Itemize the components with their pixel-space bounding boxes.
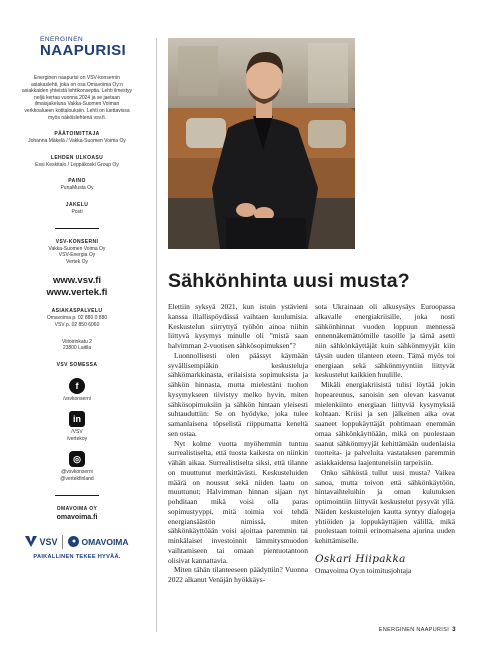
service-phone: Omavoima p. 02 880 0 880	[46, 315, 108, 322]
colophon-print	[14, 178, 140, 192]
author-title: Omavoima Oy:n toimitusjohtaja	[315, 565, 412, 575]
paragraph: Nyt kolme vuotta myöhemmin tuntuu surrealistiselta, että tuosta kaikesta on niinkin vähän aikaa. Surrealistiselta siksi, että tilanne on muuttunut merkittävästi. Keskusteluiden määrä on noussut sekä niiden laatu on muuttunut; Halvimman hinnan sijaan nyt pohditaan mikä voisi olla paras sopimustyyppi, mitä toimia voi tehdä energiansäästön nimissä, miten sähkönkäyttöään voisi ajoittaa paremmin tai minkälaiset investoinnit lämmitysmuodon vaihtamiseen tai omaan pientuotantoon olisivat kannattavia.	[168, 438, 308, 565]
instagram-handle: @vsvkonserni @vertekfinland	[60, 469, 94, 483]
paragraph: sota Ukrainaan oli alkusysäys Euroopassa alkavalle energiakriisille, joka nosti sähkönhinnat vuoden loppuun mennessä ennennäkemättömille tasoille ja tämä asetti niin sähkönkäyttäjät kuin sähkönmyyjät kiin täysin uuden tilanteen eteen. Tämä myös toi energiaan sekä sähkönmyyntiin liittyvät keskustelut kaikkien huulille.	[315, 302, 455, 380]
magazine-brand-title: NAAPURISI	[40, 42, 127, 59]
vsv-website-link[interactable]: www.vsv.fi	[52, 275, 102, 287]
logo-separator	[62, 535, 63, 549]
group-company: Vertek Oy	[66, 258, 88, 265]
omavoima-logo-text: OMAVOIMA	[81, 536, 129, 547]
article-column-1	[168, 302, 308, 585]
linkedin-icon: in	[69, 411, 85, 427]
instagram-icon: ◎	[69, 451, 85, 467]
vsv-logo	[25, 536, 57, 547]
magazine-intro: Energinen naapurisi on VSV-konsernin asiakaslehti, joka on osa Omavoima Oy:n asiakkaiden yhteistä lehtikonseptia. Lehti ilmestyy neljä kertaa vuonna 2024 ja se jaetaan ilmaisjakeluna Vakka-Suomen Voiman verkkoalueen kotitalouksiin. Lehti on luettavissa myös näköislehtenä vsv.fi.	[21, 75, 133, 121]
colophon-distribution	[14, 202, 140, 216]
distribution-label: JAKELU	[65, 201, 89, 208]
colophon-layout	[14, 155, 140, 169]
paragraph: Onko sähköstä tullut uusi musta? Vaikea sanoa, mutta toivon että sähkönkäytöön, hintavaihteluihin ja oman kulutuksen optimointiin liittyvät keskustelut pysyvät yllä. Näiden keskustelujen kautta syntyy dialogeja yhtiöiden ja loppukäyttäjien välillä, mikä puolestaan toimii erinomaisena ajurina uuden kehittämiselle.	[315, 467, 455, 545]
group-company: VSV-Energia Oy	[58, 252, 96, 259]
page-footer	[379, 626, 456, 633]
social-label: VSV SOMESSA	[56, 361, 98, 368]
colophon-sidebar	[14, 36, 140, 560]
divider	[55, 495, 99, 496]
group-label: VSV-KONSERNI	[55, 238, 99, 245]
magazine-brand-small: ENERGINEN	[40, 36, 84, 43]
editor-label: PÄÄTOIMITTAJA	[54, 131, 100, 138]
social-instagram[interactable]	[14, 451, 140, 482]
paragraph: Elettiin syksyä 2021, kun istuin ystävieni kanssa illallispöydässä vaihtaen kuulumisia. Keskustelun siirryttyä työhön ainoa niihin liittyvä kysymys minulle oli "mistä saan halvimman 2-vuotisen sähkösopimuksen"?	[168, 302, 308, 350]
vsv-mark-icon	[25, 536, 37, 547]
vsv-logo-text: VSV	[39, 536, 58, 547]
linkedin-handle: /VSV /vertekoy	[66, 429, 88, 442]
footer-brand: ENERGINEN NAAPURISI	[378, 627, 450, 633]
social-facebook[interactable]	[14, 378, 140, 403]
facebook-handle: /vsvkonserni	[63, 395, 91, 402]
editor-value: Johanna Mäkelä / Vakka-Suomen Voima Oy	[28, 138, 126, 145]
colophon-editor	[14, 131, 140, 145]
customer-service-label: ASIAKASPALVELU	[51, 308, 103, 315]
omavoima-label: OMAVOIMA OY	[56, 505, 98, 512]
omavoima-logo	[68, 536, 128, 547]
column-divider	[156, 38, 157, 632]
omavoima-mark-icon: ●	[68, 536, 79, 547]
address-block	[14, 339, 140, 352]
distribution-value: Posti	[71, 208, 83, 215]
vertek-website-link[interactable]: www.vertek.fi	[46, 286, 108, 298]
address-city: 23800 Laitila	[62, 345, 92, 352]
service-phone: VSV p. 02 850 6060	[54, 321, 100, 328]
partner-logos	[14, 535, 140, 549]
layout-value: Essi Keskitalo / Leppäkoski Group Oy	[35, 161, 119, 168]
article-headline: Sähkönhinta uusi musta?	[168, 270, 410, 292]
social-block	[14, 362, 140, 483]
customer-service-block	[14, 308, 140, 328]
article-column-2	[315, 302, 455, 575]
group-block	[14, 239, 140, 266]
group-company: Vakka-Suomen Voima Oy	[48, 245, 106, 252]
print-label: PAINO	[68, 178, 86, 185]
page-number: 3	[452, 626, 456, 633]
portrait-illustration	[168, 38, 355, 249]
layout-label: LEHDEN ULKOASU	[50, 154, 104, 161]
divider	[55, 228, 99, 229]
print-value: PunaMusta Oy	[60, 185, 94, 192]
facebook-icon: f	[69, 378, 85, 394]
omavoima-block	[14, 506, 140, 522]
tagline: PAIKALLINEN TEKEE HYVÄÄ.	[33, 553, 121, 560]
web-block	[14, 275, 140, 298]
ceo-portrait-photo	[168, 38, 355, 249]
author-signature: Oskari Hiipakka	[315, 552, 406, 565]
paragraph: Mikäli energiakriisistä tulisi löytää jokin hopeareunus, sanoisin sen olevan kasvanut mielenkiinto energiaan liittyviä kysymyksiä kohtaan. Kriisi ja sen jälkeinen aika ovat saaneet loppukäyttäjät pohtimaan enemmän omaa sähkönkäyttöään, mikä on puolestaan saanut sähkönmyyjät kehittämään uudenlaisia tuotteita- ja palveluita vastataksen paremmin asiakkaidensa laajentuneisiin tarpeisiin.	[315, 380, 455, 467]
address-street: Viitoirinkatu 2	[62, 338, 92, 345]
paragraph: Miten tähän tilanteeseen päädyttiin? Vuonna 2022 alkanut Venäjän hyökkäys-	[168, 565, 308, 584]
omavoima-website-link[interactable]: omavoima.fi	[56, 513, 98, 521]
social-linkedin[interactable]	[14, 411, 140, 442]
paragraph: Luonnollisesti olen päässyt käymään syvällisempiäkin keskusteluja sähkömarkkinasta, erilaisista sopimuksista ja sähkön hinnasta, mutta mielestäni tuohon kysymykseen tiivistyy melko hyvin, miten sähkösopimuksiin ja sähkön hintaan yleisesti suhtauduttiin: Se on hyödyke, joka tulee samanlaisena töpselistä riippumatta keneltä sen ostaa.	[168, 350, 308, 438]
